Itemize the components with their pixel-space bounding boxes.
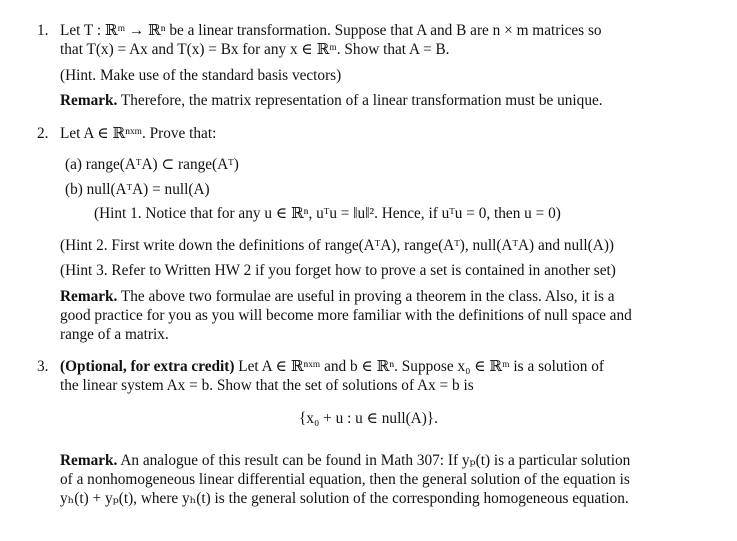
problem-2-hint-3: (Hint 3. Refer to Written HW 2 if you forget how to prove a set is contained in another set) bbox=[60, 262, 616, 279]
problem-1-remark bbox=[60, 91, 603, 110]
problem-3-statement-line-2: the linear system Ax = b. Show that the set of solutions of Ax = b is bbox=[60, 377, 474, 394]
problem-1-statement-line-1: Let T : ℝᵐ → ℝⁿ be a linear transformation. Suppose that A and B are n × m matrices so bbox=[60, 22, 602, 39]
problem-2-remark-line-3: range of a matrix. bbox=[60, 326, 169, 343]
remark-label: Remark. bbox=[60, 288, 118, 305]
problem-1-number: 1. bbox=[37, 22, 49, 39]
problem-2-hint-2: (Hint 2. First write down the definitions of range(AᵀA), range(Aᵀ), null(AᵀA) and null(A)) bbox=[60, 237, 615, 254]
problem-1-hint: (Hint. Make use of the standard basis vectors) bbox=[60, 67, 342, 84]
problem-1-statement-line-2: that T(x) = Ax and T(x) = Bx for any x ∈ ℝᵐ. Show that A = B. bbox=[60, 41, 450, 58]
remark-label: Remark. bbox=[60, 452, 118, 469]
remark-text: An analogue of this result can be found in Math 307: If yₚ(t) is a particular solution bbox=[120, 452, 631, 469]
remark-label: Remark. bbox=[60, 92, 118, 109]
remark-text: The above two formulae are useful in proving a theorem in the class. Also, it is a bbox=[120, 288, 615, 305]
problem-3-remark-line-3: yₕ(t) + yₚ(t), where yₕ(t) is the general solution of the corresponding homogeneous equation. bbox=[60, 490, 629, 507]
optional-label: (Optional, for extra credit) bbox=[60, 358, 235, 375]
statement-text: Let A ∈ ℝⁿˣᵐ and b ∈ ℝⁿ. Suppose x₀ ∈ ℝᵐ is a solution of bbox=[238, 358, 604, 375]
problem-3-remark-line-1 bbox=[60, 451, 630, 470]
problem-2-number: 2. bbox=[37, 125, 49, 142]
remark-text: Therefore, the matrix representation of a linear transformation must be unique. bbox=[120, 92, 603, 109]
problem-2-remark-line-2: good practice for you as you will become more familiar with the definitions of null space and bbox=[60, 307, 632, 324]
problem-2-remark-line-1 bbox=[60, 287, 615, 306]
problem-2-part-b: (b) null(AᵀA) = null(A) bbox=[65, 181, 210, 198]
problem-3-number: 3. bbox=[37, 358, 49, 375]
problem-2-hint-1: (Hint 1. Notice that for any u ∈ ℝⁿ, uᵀu = ‖u‖². Hence, if uᵀu = 0, then u = 0) bbox=[94, 205, 561, 222]
problem-2-part-a: (a) range(AᵀA) ⊂ range(Aᵀ) bbox=[65, 156, 239, 173]
problem-3-statement-line-1 bbox=[60, 357, 604, 376]
solution-set-expression: {x₀ + u : u ∈ null(A)}. bbox=[299, 410, 438, 427]
problem-2-statement: Let A ∈ ℝⁿˣᵐ. Prove that: bbox=[60, 125, 217, 142]
problem-3-remark-line-2: of a nonhomogeneous linear differential equation, then the general solution of the equation is bbox=[60, 471, 630, 488]
